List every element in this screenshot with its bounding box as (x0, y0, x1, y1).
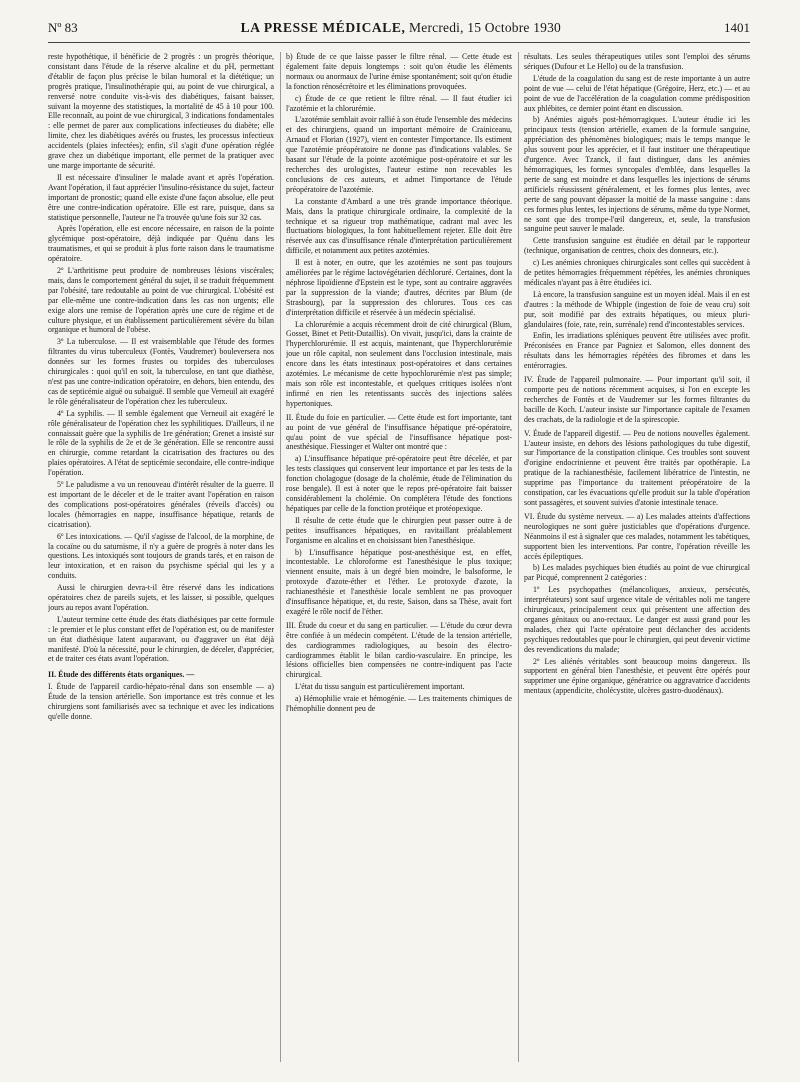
paragraph: 2º L'arthritisme peut produire de nombreuses lésions viscérales; mais, dans le comportement général du sujet, il se traduit fréquemment par l'obésité, tare redoutable au point de vue chirurgical. L'obésité est par elle-même une contre-indication dans les cas non urgents; elle exige alors une remise de l'opération après une cure de régime et de culture physique, et un établissement particulièrement sévère du bilan organique et humoral de l'obèse. (48, 266, 274, 335)
paragraph: 6º Les intoxications. — Qu'il s'agisse de l'alcool, de la morphine, de la cocaïne ou du saturnisme, il n'y a guère de progrès à noter dans les questions. Les intoxiqués sont toujours de grands tarés, et en raison de leur intoxication, et en raison du psychisme spécial qui les y a conduits. (48, 531, 274, 581)
paragraph: Après l'opération, elle est encore nécessaire, en raison de la pointe glycémique post-opératoire, déjà indiquée par Quénu dans les traumatismes, et qui se produit à plus forte raison dans le traumatisme opératoire. (48, 224, 274, 264)
paragraph: 1º Les psychopathes (mélancoliques, anxieux, persécutés, interprétateurs) sont sauf urgence vitale de véritables noli me tangere chirurgicaux, principalement ceux qui présentent une affection des organes génitaux ou ano-rectaux. Le danger est aussi grand pour les malades, chez qui l'acte opératoire peut déclancher des accidents psychiques redoutables que pour le chirurgien, qui peut devenir victime des revendications du malade; (524, 585, 750, 654)
column-middle (286, 52, 512, 1062)
paragraph: b) Étude de ce que laisse passer le filtre rénal. — Cette étude est également faite depuis longtemps : soit qu'on étudie les éléments normaux ou anormaux de l'urine émise spontanément; soit qu'on étudie la fonction rénosécrétoire et les éliminations provoquées. (286, 52, 512, 91)
journal-title-line (241, 20, 561, 36)
paragraph: Là encore, la transfusion sanguine est un moyen idéal. Mais il en est d'autres : la méthode de Whipple (ingestion de foie de veau cru) soit pur, soit modifié par des extraits hépatiques, ou mieux pluri-glandulaires (foie, rate, rein, surrénale) rend d'incontestables services. (524, 289, 750, 329)
paragraph: L'azotémie semblait avoir rallié à son étude l'ensemble des médecins et des chirurgiens, quand un important mémoire de Crainiceanu, Arnaud et Florian (1927), vient en contester l'importance. Ils estiment que l'azotémie préopératoire ne donne pas d'indications valables. Se basant sur l'étude de la pointe azotémique post-opératoire et sur les recherches des urologistes, l'auteur estime non recevables les conclusions de ces auteurs, et admet l'importance de l'étude préopératoire de l'azotémie. (286, 115, 512, 194)
page-number: 1401 (723, 20, 750, 35)
paragraph: VI. Étude du système nerveux. — a) Les malades atteints d'affections neurologiques ne sont guère justiciables que d'opérations d'urgence. Néanmoins il est à signaler que ces malades, notamment les tabétiques, supportent bien les interventions. Par contre, l'opération réveille les accès épileptiques. (524, 511, 750, 561)
paragraph: I. Étude de l'appareil cardio-hépato-rénal dans son ensemble — a) Étude de la tension artérielle. Son importance est très connue et les chirurgiens sont familiarisés avec sa technique et avec les indications qu'elle donne. (48, 682, 274, 721)
paragraph: L'étude de la coagulation du sang est de reste importante à un autre point de vue — celui de l'état hépatique (Grégoire, Herz, etc.) — et au point de vue de l'accélération de la coagulation comme prédisposition aux phlébites, ce dernier point étant en discussion. (524, 73, 750, 113)
column-right (524, 52, 750, 1062)
paragraph: V. Étude de l'appareil digestif. — Peu de notions nouvelles également. L'auteur insiste, en dehors des lésions pathologiques du tube digestif, sur l'importance de la constipation clinique. Ces troubles sont souvent d'origine endocrinienne et peuvent être traités par opothérapie. La pratique de la rachianesthésie, facilement libératrice de l'intestin, ne supprime pas l'importance du traitement préopératoire de la constipation, car les évacuations qu'elle produit sur la table d'opération sont passagères, et souvent suivies d'atonie intestinale tenace. (524, 428, 750, 507)
article-body (48, 52, 750, 1062)
paragraph: a) L'insuffisance hépatique pré-opératoire peut être décelée, et par les tests classiques qui conservent leur importance et par les tests de la fonction cholagogue (dosage de la cholémie, étude de l'élimination du rose bengale). Il est à noter que le repos pré-opératoire fait baisser considérablement la cholémie. On complétera l'étude des fonctions hépatiques par celle de la fonction protéique et protéopexique. (286, 454, 512, 513)
paragraph: b) Anémies aiguës post-hémorragiques. L'auteur étudie ici les principaux tests (tension artérielle, examen de la formule sanguine, appréciation des phénomènes biologiques; mais le temps manque le plus souvent pour les apprécier, et il faut instituer une thérapeutique d'urgence. Avec Tzanck, il faut distinguer, dans les anémies hémorragiques, les formes syncopales d'emblée, dans lesquelles la perte de sang est moindre et dans lesquelles les injections de sérums artificiels réussissent généralement, et les formes plus lentes, avec perte de sang pouvant dépasser la moitié de la masse sanguine : dans ces formes plus lentes, les injections de sérums, même du type Normet, ne sont que des trompe-l'œil dangereux, et, seule, la transfusion sanguine peut sauver le malade. (524, 115, 750, 234)
issue-number: Nº 83 (48, 20, 78, 35)
issue-date: Mercredi, 15 Octobre 1930 (409, 20, 561, 35)
paragraph: Il résulte de cette étude que le chirurgien peut passer outre à de petites insuffisances hépatiques, en ravitaillant préalablement l'organisme en alcalins et en choisissant bien l'anesthésique. (286, 515, 512, 545)
paragraph: c) Étude de ce que retient le filtre rénal. — Il faut étudier ici l'azotémie et la chlorurémie. (286, 93, 512, 113)
paragraph: résultats. Les seules thérapeutiques utiles sont l'emploi des sérums sériques (Dufour et Le Hello) ou de la transfusion. (524, 52, 750, 71)
journal-title: LA PRESSE MÉDICALE, (240, 20, 406, 35)
section-heading: II. Étude des différents états organiques. — (48, 670, 195, 680)
paragraph: 4º La syphilis. — Il semble également que Verneuil ait exagéré le rôle généralisateur de l'opération chez les syphilitiques. D'ailleurs, il ne connaissait guère que la syphilis de 1re génération; Grenet a insisté sur le rôle de la syphilis de 2e et de 3e génération. Elle se rencontre aussi en chirurgie, comme retardant la cicatrisation des fractures ou des plaies opératoires. A l'état de septicémie secondaire, elle contre-indique l'opération. (48, 408, 274, 478)
paragraph: III. Étude du coeur et du sang en particulier. — L'étude du cœur devra être confiée à un médecin compétent. L'étude de la tension artérielle, des cardiogrammes radiologiques, au besoin des électro-cardiogrammes établit le bilan cardio-vasculaire. En principe, les lésions officielles bien compensées ne contre-indiquent pas l'acte chirurgical. (286, 620, 512, 680)
paragraph: reste hypothétique, il bénéficie de 2 progrès : un progrès théorique, consistant dans l'étude de la réserve alcaline et du pH, permettant d'établir de façon plus précise le bilan humoral et la diététique; un progrès pratique, l'insulinothérapie qui, au point de vue chirurgical, a renversé notre conduite vis-à-vis des diabétiques, faisant baisser, suivant la moyenne des statistiques, la mortalité de 45 à 10 pour 100. Elle reconnaît, au point de vue chirurgical, 3 indications fondamentales : elle permet de parer aux complications infectieuses du diabète; elle limite, chez les diabétiques avérés ou frustes, les processus infectieux accidentels (plaies infectées); enfin, s'il s'agit d'une opération réglée grave chez un diabétique important, elle permet de la pratiquer avec une marge importante de sécurité. (48, 52, 274, 170)
paragraph: 3º La tuberculose. — Il est vraisemblable que l'étude des formes filtrantes du virus tuberculeux (Fontès, Vaudremer) bouleversera nos données sur les formes frustes ou torpides des tuberculoses chirurgicales : quoi qu'il en soit, la tuberculose, en tant que diathèse, n'est pas une contre-indication opératoire, en dehors, bien entendu, des cas de septicémie aiguë ou subaiguë. Il semble que Verneuil ait exagéré le rôle généralisateur de l'opération chez les tuberculeux. (48, 337, 274, 406)
paragraph: 5º Le paludisme a vu un renouveau d'intérêt résulter de la guerre. Il est important de le déceler et de le traiter avant l'opération en raison des complications post-opératoires générales (réveils d'accès) ou locales (hémorragies en nappe, insuffisance hépatique, retards de cicatrisation). (48, 480, 274, 529)
paragraph: 2º Les aliénés véritables sont beaucoup moins dangereux. Ils supportent en général bien l'anesthésie, et peuvent être opérés pour supprimer une épine organique, génératrice ou aggravatrice d'accidents mentaux (appendicite, cholécystite, ulcères gastro-duodénaux). (524, 656, 750, 696)
paragraph: Enfin, les irradiations spléniques peuvent être utilisées avec profit. Préconisées en France par Pagniez et Salomon, elles donnent des résultats dans les hémorragies répétées des fibromes et dans les entérorragies. (524, 331, 750, 371)
paragraph: Cette transfusion sanguine est étudiée en détail par le rapporteur (technique, organisation de centres, choix des donneurs, etc.). (524, 236, 750, 256)
column-left (48, 52, 274, 1062)
paragraph: L'auteur termine cette étude des états diathésiques par cette formule : le premier et le plus constant effet de l'opération est, ou de manifester un état diathésique latent auparavant, ou d'aggraver un état déjà manifesté. D'où la nécessité, pour le chirurgien, de déceler, d'apprécier, et de traiter ces états avant l'opération. (48, 614, 274, 664)
paragraph: b) L'insuffisance hépatique post-anesthésique est, en effet, incontestable. Le chloroforme est l'anesthésique le plus toxique; viennent ensuite, mais à un degré bien moindre, le balsoforme, le protoxyde d'azote-éther et l'éther. Le protoxyde d'azote, la rachianesthésie et l'anesthésie locale semblent ne pas provoquer d'insuffisance hépatique, et, du reste, Saison, dans sa Thèse, avait fort exagéré le rôle nocif de l'éther. (286, 547, 512, 616)
paragraph: Il est à noter, en outre, que les azotémies ne sont pas toujours améliorées par le régime lactovégétarien déchloruré. Certaines, dont la néphrose lipoïdienne d'Epstein est le type, sont au contraire aggravées par la suppression de la viande; d'autres, décrites par Blum (de Strasbourg), par la suppression des chlorures. Tous ces cas d'interprétation difficile et réservée à un médecin spécialisé. (286, 258, 512, 317)
paragraph: La constante d'Ambard a une très grande importance théorique. Mais, dans la pratique chirurgicale ordinaire, la complexité de la technique et sa rigueur trop mathématique, cadrant mal avec les fluctuations biologiques, la font habituellement rejeter. Elle doit être réservée aux cas d'insuffisance rénale d'interprétation particulièrement difficile, et notamment aux petites azotémies. (286, 196, 512, 256)
paragraph: Il est nécessaire d'insuliner le malade avant et après l'opération. Avant l'opération, il faut apprécier l'insulino-résistance du sujet, facteur important de pronostic; quand elle existe d'une façon absolue, elle peut être une contre-indication opératoire. Elle est rare, puisque, dans sa statistique personnelle, l'auteur ne l'a trouvée qu'une fois sur 32 cas. (48, 172, 274, 222)
paragraph: II. Étude du foie en particulier. — Cette étude est fort importante, tant au point de vue général de l'insuffisance hépatique pré-opératoire, qu'au point de vue spécial de l'insuffisance hépatique post-anesthésique. Fiessinger et Walter ont montré que : (286, 412, 512, 452)
running-header (48, 20, 750, 43)
paragraph: b) Les malades psychiques bien étudiés au point de vue chirurgical par Picqué, comprennent 2 catégories : (524, 563, 750, 583)
paragraph: a) Hémophilie vraie et hémogénie. — Les traitements chimiques de l'hémophilie donnent peu de (286, 694, 512, 714)
paragraph: Aussi le chirurgien devra-t-il être réservé dans les indications opératoires chez de pareils sujets, et les laisser, si possible, quelques jours au repos avant l'opération. (48, 583, 274, 612)
paragraph: c) Les anémies chroniques chirurgicales sont celles qui succèdent à de petites hémorragies fréquemment répétées, les anémies chroniques médicales n'ayant pas à être étudiées ici. (524, 258, 750, 287)
paragraph: L'état du tissu sanguin est particulièrement important. (295, 682, 465, 692)
paragraph: La chlorurémie a acquis récemment droit de cité chirurgical (Blum, Gosset, Binet et Petit-Dutaillis). On vivait, jusqu'ici, dans la crainte de l'hyperchlorurémie. Il est acquis, maintenant, que l'hyperchlorurémie joue un rôle capital, non seulement dans l'occlusion intestinale, mais encore dans les états intestinaux post-opératoires et dans certaines azotémies. Le mécanisme de cette hypochlorurémie n'est pas simple; mais son rôle est incontestable, et quelques critiques isolées n'ont infirmé en rien les retentissants succès des injections salées hypertoniques. (286, 319, 512, 408)
paragraph: IV. Étude de l'appareil pulmonaire. — Pour important qu'il soit, il comporte peu de notions récemment acquises, si l'on en excepte les recherches de Fontès et de Vaudremer sur les formes filtrantes du bacille de Koch. L'auteur insiste sur l'importance capitale de l'examen des crachats, de la radiologie et de la spirescopie. (524, 375, 750, 424)
